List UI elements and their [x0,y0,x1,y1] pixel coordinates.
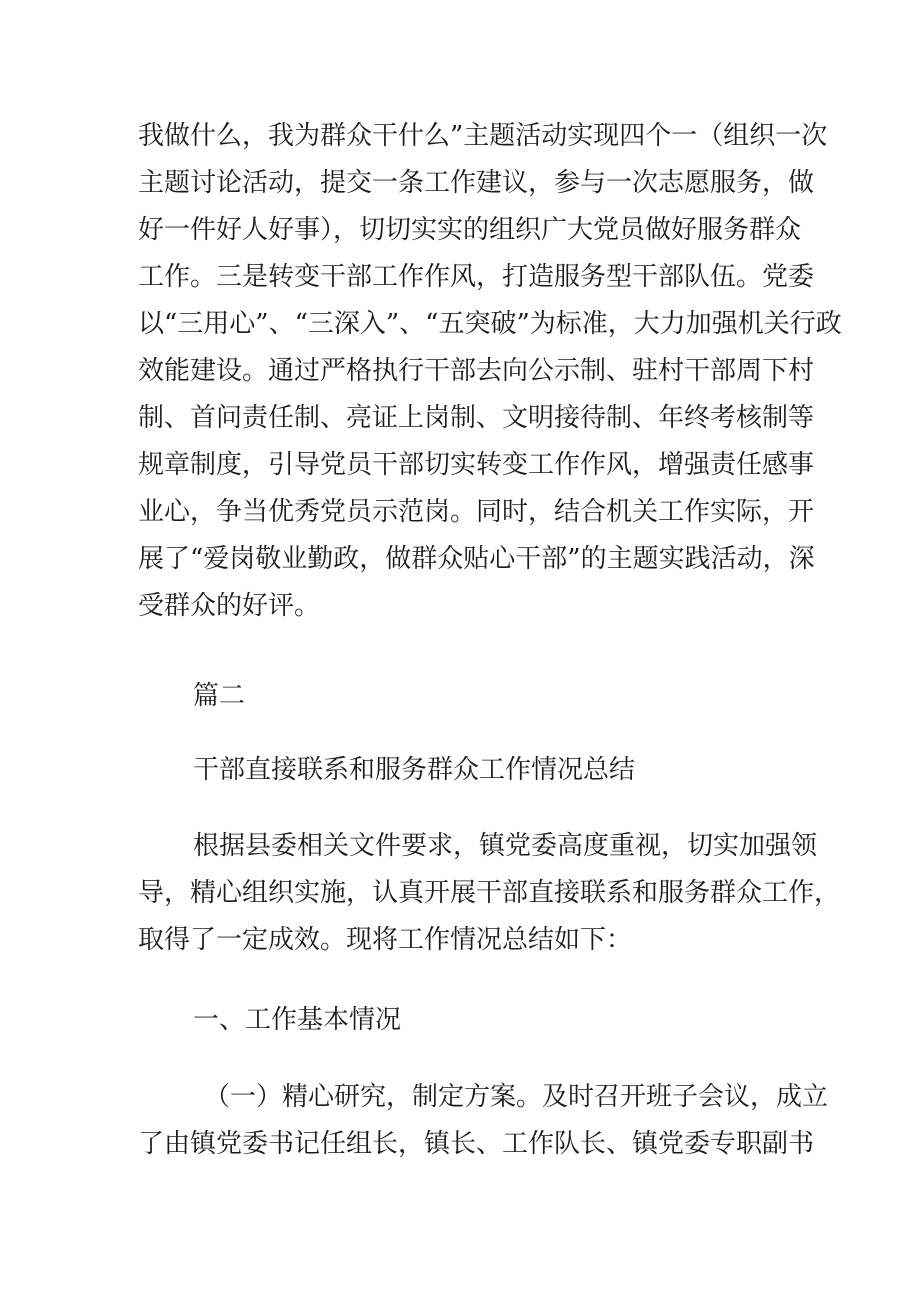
paragraph-line: 以“三用心”、“三深入”、“五突破”为标准，大力加强机关行政 [138,309,842,339]
paragraph-line: 导，精心组织实施，认真开展干部直接联系和服务群众工作， [138,878,841,908]
paragraph-line: 工作。三是转变干部工作作风，打造服务型干部队伍。党委 [138,262,815,292]
paragraph-line: 制、首问责任制、亮证上岗制、文明接待制、年终考核制等 [138,403,815,433]
paragraph-line: 了由镇党委书记任组长，镇长、工作队长、镇党委专职副书 [138,1129,815,1159]
paragraph-line: 好一件好人好事），切切实实的组织广大党员做好服务群众 [138,215,802,245]
paragraph-line: 展了“爱岗敬业勤政，做群众贴心干部”的主题实践活动，深 [138,544,815,574]
section-label: 篇二 [193,681,246,711]
document-title: 干部直接联系和服务群众工作情况总结 [193,755,636,785]
section-heading: 一、工作基本情况 [193,1005,402,1035]
paragraph-line: 业心，争当优秀党员示范岗。同时，结合机关工作实际，开 [138,497,815,527]
paragraph-line: 我做什么，我为群众干什么”主题活动实现四个一（组织一次 [138,121,828,151]
paragraph-line: （一）精心研究，制定方案。及时召开班子会议，成立 [204,1082,829,1112]
paragraph-line: 主题讨论活动，提交一条工作建议，参与一次志愿服务，做 [138,168,815,198]
paragraph-line: 根据县委相关文件要求，镇党委高度重视，切实加强领 [193,831,818,861]
paragraph-line: 规章制度，引导党员干部切实转变工作作风，增强责任感事 [138,450,815,480]
paragraph-line: 效能建设。通过严格执行干部去向公示制、驻村干部周下村 [138,356,815,386]
paragraph-line: 受群众的好评。 [138,591,321,621]
paragraph-line: 取得了一定成效。现将工作情况总结如下： [138,925,633,955]
